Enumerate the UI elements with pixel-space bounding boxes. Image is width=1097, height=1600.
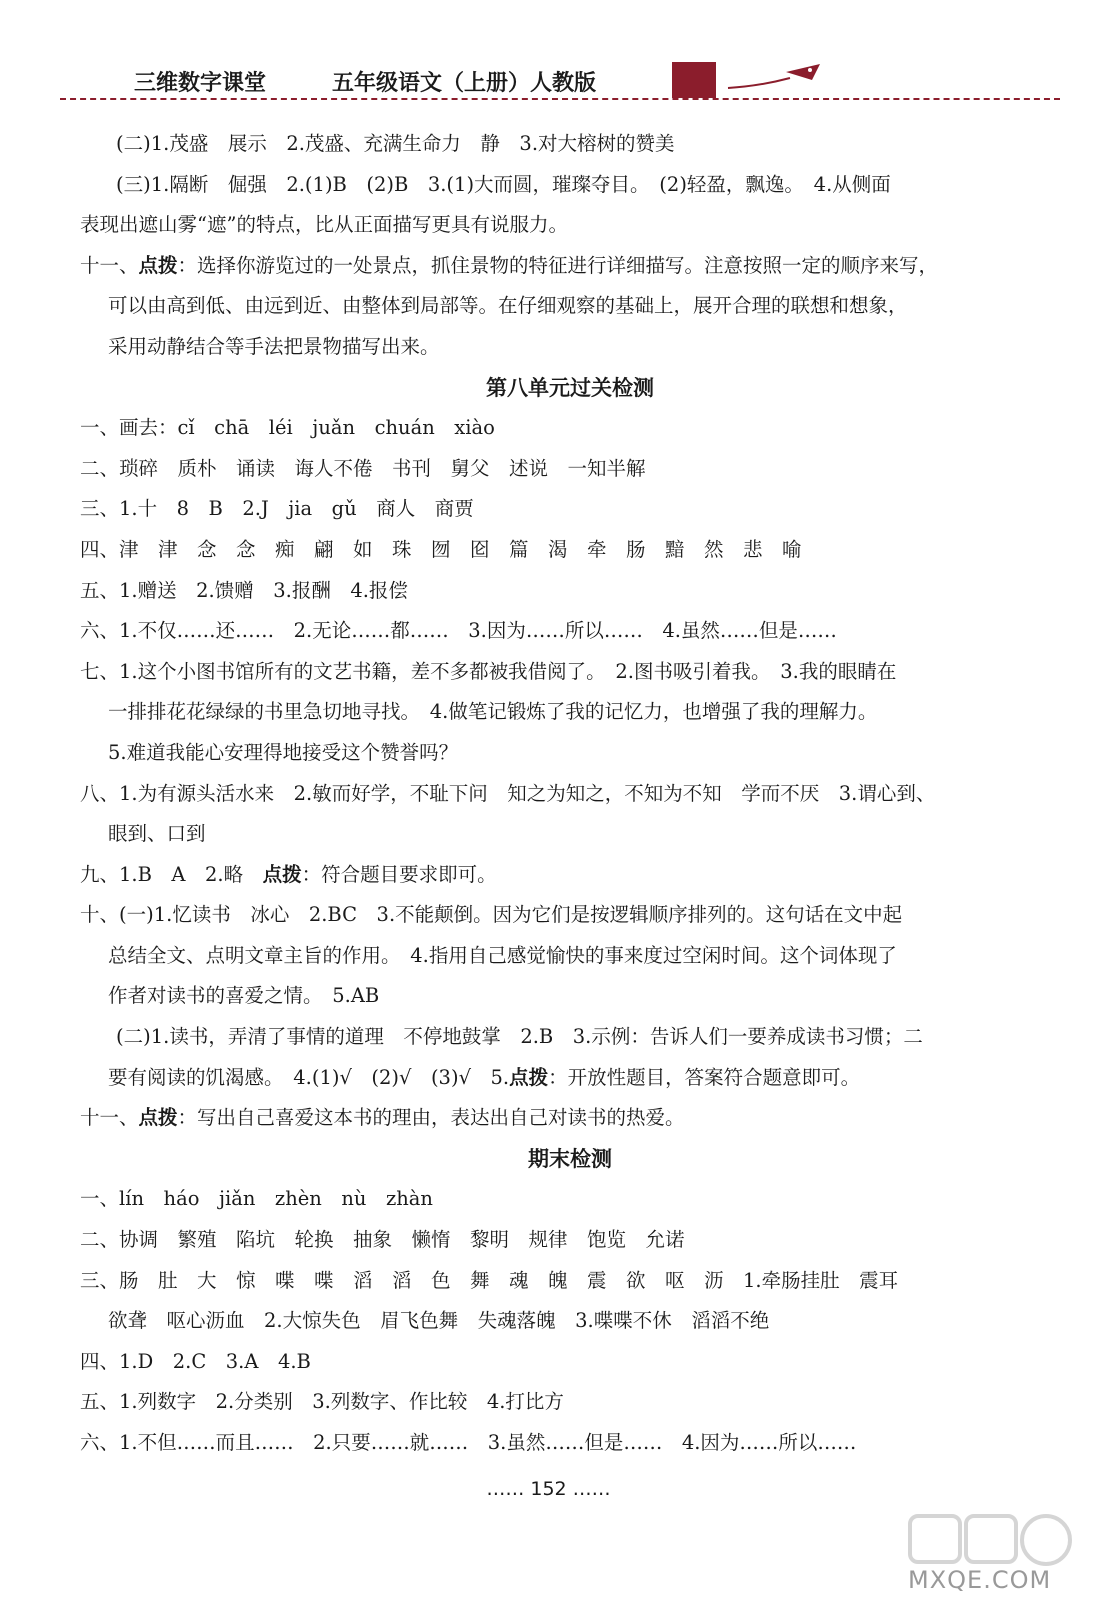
answer-line: 一排排花花绿绿的书里急切地寻找。 4.做笔记锻炼了我的记忆力，也增强了我的理解力。 xyxy=(108,700,878,724)
answer-line: 六、1.不仅……还…… 2.无论……都…… 3.因为……所以…… 4.虽然……但是…… xyxy=(80,619,837,643)
answer-line: 欲聋 呕心沥血 2.大惊失色 眉飞色舞 失魂落魄 3.喋喋不休 滔滔不绝 xyxy=(108,1309,770,1333)
answer-line: 十、(一)1.忆读书 冰心 2.BC 3.不能颠倒。因为它们是按逻辑顺序排列的。这句话在文中起 xyxy=(80,903,903,927)
tip-label: 点拨 xyxy=(509,1065,549,1089)
answer-line: 三、1.十 8 B 2.J jia gǔ 商人 商贾 xyxy=(80,497,474,521)
section-heading: 第八单元过关检测 xyxy=(486,375,654,400)
answer-line: 一、lín háo jiǎn zhèn nù zhàn xyxy=(80,1187,433,1211)
answer-line: 八、1.为有源头活水来 2.敏而好学，不耻下问 知之为知之，不知为不知 学而不厌 3.谓心到、 xyxy=(80,781,936,805)
answer-content xyxy=(80,124,1060,1464)
answer-line: 5.难道我能心安理得地接受这个赞誉吗？ xyxy=(108,740,459,764)
series-title: 三维数字课堂 xyxy=(134,71,267,96)
section-heading: 期末检测 xyxy=(528,1146,612,1171)
page-header xyxy=(60,58,1060,104)
answer-line-with-tip xyxy=(80,1058,1060,1099)
tip-label: 点拨 xyxy=(138,1106,178,1130)
line-text: ：写出自己喜爱这本书的理由，表达出自己对读书的热爱。 xyxy=(177,1106,685,1130)
answer-line: 三、肠 肚 大 惊 喋 喋 滔 滔 色 舞 魂 魄 震 欲 呕 沥 1.牵肠挂肚 震耳 xyxy=(80,1268,899,1292)
answer-line: 采用动静结合等手法把景物描写出来。 xyxy=(108,334,440,358)
answer-line: 五、1.赠送 2.馈赠 3.报酬 4.报偿 xyxy=(80,578,408,602)
header-divider xyxy=(60,98,1060,100)
answer-line-with-tip xyxy=(80,855,1060,896)
tip-label: 点拨 xyxy=(138,253,178,277)
line-prefix: 十一、 xyxy=(80,253,139,277)
tip-label: 点拨 xyxy=(262,862,302,886)
answer-line: 四、1.D 2.C 3.A 4.B xyxy=(80,1349,311,1373)
line-prefix: 要有阅读的饥渴感。 4.(1)√ (2)√ (3)√ 5. xyxy=(108,1065,510,1089)
answer-line: 作者对读书的喜爱之情。 5.AB xyxy=(108,984,380,1008)
watermark-text: MXQE.COM xyxy=(908,1566,1052,1594)
answer-line: 总结全文、点明文章主旨的作用。 4.指用自己感觉愉快的事来度过空闲时间。这个词体现了 xyxy=(108,943,897,967)
answer-line: (二)1.茂盛 展示 2.茂盛、充满生命力 静 3.对大榕树的赞美 xyxy=(116,132,675,155)
answer-line: 二、琐碎 质朴 诵读 诲人不倦 书刊 舅父 述说 一知半解 xyxy=(80,456,646,480)
page-number: …… 152 …… xyxy=(486,1478,611,1500)
answer-line: 二、协调 繁殖 陷坑 轮换 抽象 懒惰 黎明 规律 饱览 允诺 xyxy=(80,1228,685,1252)
header-color-block xyxy=(672,62,716,98)
line-prefix: 九、1.B A 2.略 xyxy=(80,862,263,886)
book-title: 五年级语文（上册）人教版 xyxy=(332,71,597,96)
answer-line: 一、画去：cǐ chā léi juǎn chuán xiào xyxy=(80,416,495,440)
answer-line-with-tip xyxy=(80,1098,1060,1139)
answer-line: 眼到、口到 xyxy=(108,822,206,846)
answer-line: (二)1.读书，弄清了事情的道理 不停地鼓掌 2.B 3.示例：告诉人们一要养成读书习惯；二 xyxy=(116,1025,923,1049)
answer-line: 四、津 津 念 念 痴 翩 如 珠 囫 囵 篇 渴 牵 肠 黯 然 悲 喻 xyxy=(80,537,802,561)
rocket-icon xyxy=(720,58,840,98)
answer-line: 可以由高到低、由远到近、由整体到局部等。在仔细观察的基础上，展开合理的联想和想象， xyxy=(108,294,908,318)
line-text: ：符合题目要求即可。 xyxy=(301,862,497,886)
answer-line: 七、1.这个小图书馆所有的文艺书籍，差不多都被我借阅了。 2.图书吸引着我。 3.我的眼睛在 xyxy=(80,659,897,683)
line-text: ：选择你游览过的一处景点，抓住景物的特征进行详细描写。注意按照一定的顺序来写， xyxy=(177,253,939,277)
answer-line: 表现出遮山雾“遮”的特点，比从正面描写更具有说服力。 xyxy=(80,213,568,237)
line-prefix: 十一、 xyxy=(80,1106,139,1130)
answer-line: 五、1.列数字 2.分类别 3.列数字、作比较 4.打比方 xyxy=(80,1390,564,1414)
answer-line-with-tip xyxy=(80,246,1060,287)
answer-line: 六、1.不但……而且…… 2.只要……就…… 3.虽然……但是…… 4.因为……所以…… xyxy=(80,1431,857,1454)
answer-line: (三)1.隔断 倔强 2.(1)B (2)B 3.(1)大而圆，璀璨夺目。 (2)轻盈，飘逸。 4.从侧面 xyxy=(116,172,891,196)
line-text: ：开放性题目，答案符合题意即可。 xyxy=(548,1065,861,1089)
